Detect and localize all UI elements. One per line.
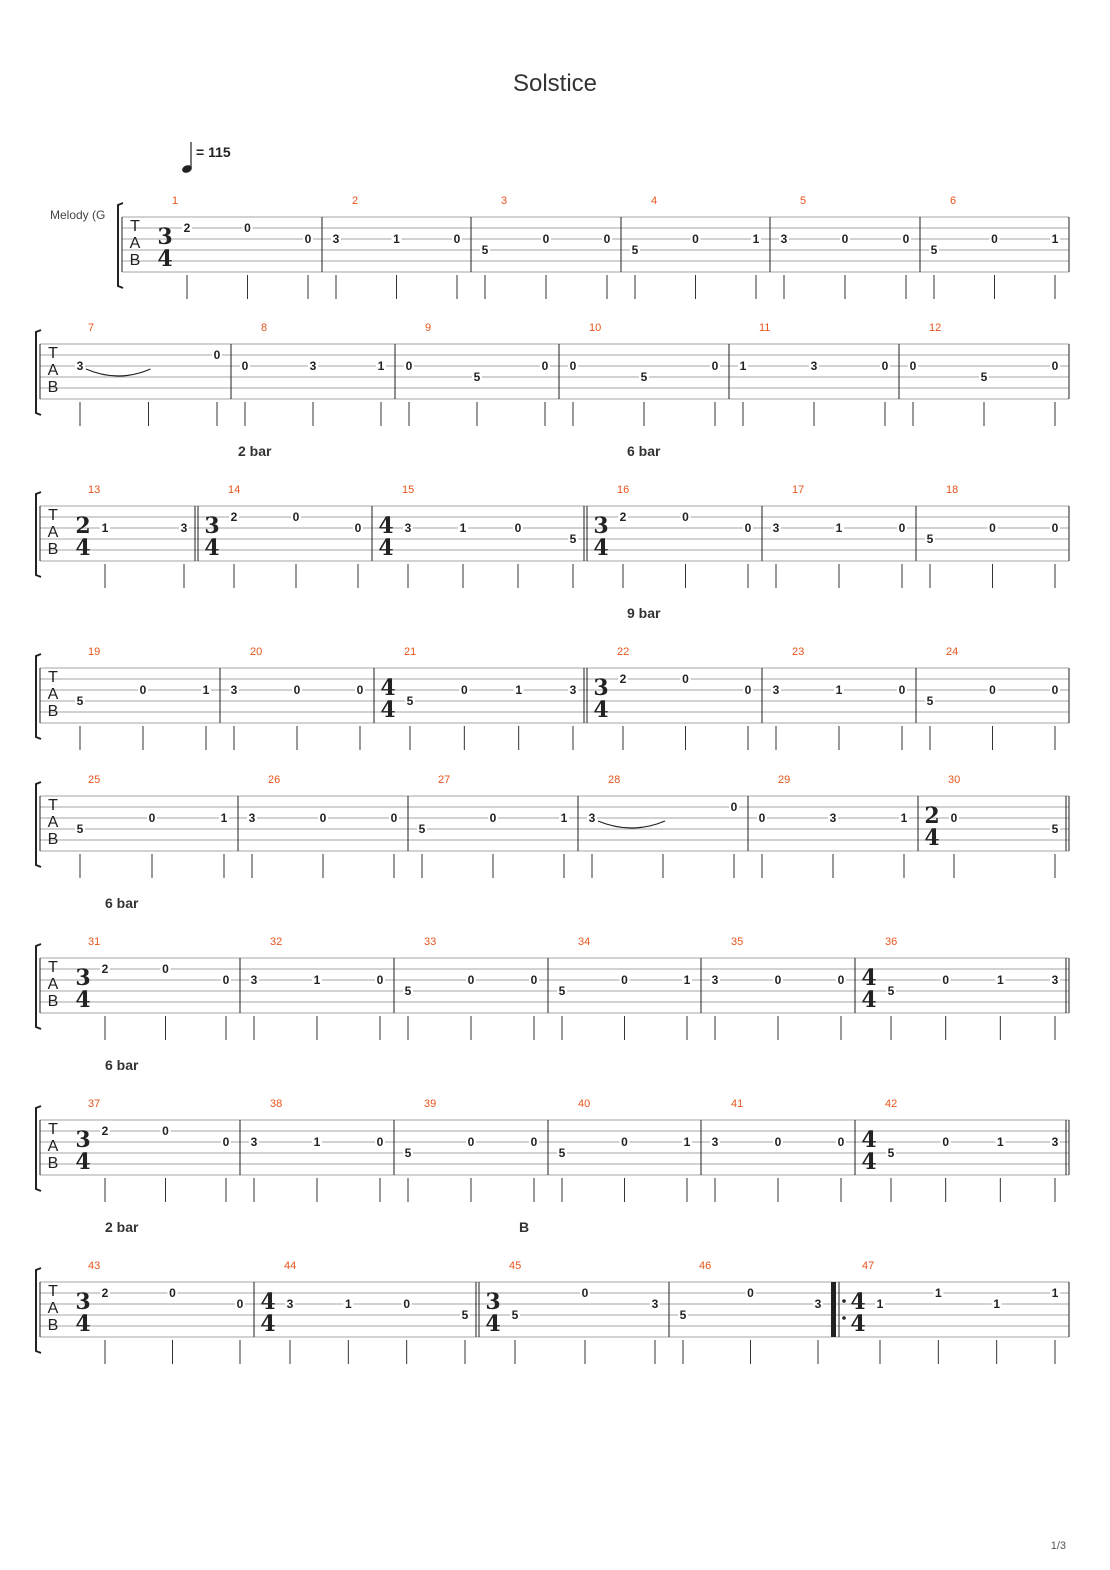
fret-number: 5 — [511, 1308, 519, 1322]
measure-number: 1 — [172, 195, 179, 207]
fret-number: 0 — [711, 359, 719, 373]
measure-number: 40 — [578, 1098, 591, 1110]
fret-number: 1 — [377, 359, 385, 373]
tab-clef-letter: B — [129, 252, 141, 269]
measure-number: 14 — [228, 484, 241, 496]
time-signature-top: 4 — [861, 1127, 877, 1153]
repeat-dot — [842, 1316, 846, 1320]
fret-number: 3 — [1051, 1135, 1059, 1149]
fret-number: 1 — [683, 973, 691, 987]
fret-number: 0 — [162, 1124, 169, 1138]
time-signature-top: 3 — [593, 513, 609, 539]
fret-number: 0 — [354, 521, 362, 535]
fret-number: 5 — [461, 1308, 469, 1322]
fret-number: 0 — [222, 1135, 230, 1149]
measure-number: 29 — [778, 774, 791, 786]
time-signature-bottom: 4 — [75, 987, 91, 1013]
time-signature-top: 3 — [75, 965, 91, 991]
fret-number: 0 — [292, 510, 300, 524]
tab-clef-letter: A — [47, 976, 59, 993]
fret-number: 3 — [404, 521, 412, 535]
measure-number: 9 — [425, 322, 432, 334]
measure-number: 22 — [617, 646, 630, 658]
fret-number: 0 — [744, 683, 752, 697]
fret-number: 1 — [313, 1135, 321, 1149]
fret-number: 3 — [250, 973, 258, 987]
fret-number: 5 — [679, 1308, 687, 1322]
tab-clef-letter: B — [47, 703, 59, 720]
fret-number: 1 — [101, 521, 109, 535]
fret-number: 5 — [926, 694, 934, 708]
fret-number: 5 — [887, 1146, 895, 1160]
measure-number: 36 — [885, 936, 898, 948]
measure-number: 34 — [578, 936, 591, 948]
measure-number: 20 — [250, 646, 263, 658]
fret-number: 0 — [453, 232, 461, 246]
fret-number: 2 — [619, 510, 627, 524]
tab-clef-letter: T — [130, 218, 140, 235]
fret-number: 0 — [621, 973, 628, 987]
fret-number: 3 — [569, 683, 577, 697]
tab-clef-letter: A — [129, 235, 141, 252]
time-signature-bottom: 4 — [157, 246, 173, 272]
measure-number: 17 — [792, 484, 805, 496]
fret-number: 0 — [682, 510, 689, 524]
fret-number: 0 — [319, 811, 327, 825]
measure-number: 23 — [792, 646, 805, 658]
fret-number: 1 — [560, 811, 568, 825]
measure-number: 15 — [402, 484, 415, 496]
tab-clef-letter: A — [47, 362, 59, 379]
fret-number: 2 — [101, 1286, 109, 1300]
fret-number: 0 — [898, 683, 906, 697]
measure-number: 5 — [800, 195, 807, 207]
fret-number: 5 — [418, 822, 426, 836]
measure-number: 16 — [617, 484, 630, 496]
fret-number: 0 — [530, 973, 538, 987]
fret-number: 5 — [406, 694, 414, 708]
fret-number: 0 — [991, 232, 998, 246]
fret-number: 5 — [926, 532, 934, 546]
fret-number: 0 — [236, 1297, 244, 1311]
time-signature-top: 4 — [260, 1289, 276, 1315]
fret-number: 0 — [902, 232, 910, 246]
time-signature-top: 4 — [850, 1289, 866, 1315]
time-signature-top: 4 — [861, 965, 877, 991]
fret-number: 5 — [569, 532, 577, 546]
time-signature-top: 3 — [75, 1289, 91, 1315]
measure-number: 26 — [268, 774, 281, 786]
fret-number: 3 — [588, 811, 596, 825]
fret-number: 1 — [220, 811, 228, 825]
fret-number: 2 — [230, 510, 238, 524]
fret-number: 1 — [344, 1297, 352, 1311]
fret-number: 1 — [683, 1135, 691, 1149]
fret-number: 5 — [631, 243, 639, 257]
time-signature-bottom: 4 — [75, 1311, 91, 1337]
fret-number: 5 — [481, 243, 489, 257]
section-marker: 6 bar — [105, 1057, 139, 1073]
fret-number: 0 — [747, 1286, 754, 1300]
fret-number: 0 — [989, 683, 996, 697]
fret-number: 3 — [309, 359, 317, 373]
fret-number: 0 — [881, 359, 889, 373]
fret-number: 1 — [739, 359, 747, 373]
time-signature-bottom: 4 — [593, 535, 609, 561]
time-signature-top: 3 — [593, 675, 609, 701]
time-signature-bottom: 4 — [378, 535, 394, 561]
tab-clef-letter: B — [47, 1317, 59, 1334]
tab-clef-letter: T — [48, 1121, 58, 1138]
fret-number: 3 — [230, 683, 238, 697]
fret-number: 0 — [758, 811, 766, 825]
measure-number: 46 — [699, 1260, 712, 1272]
fret-number: 0 — [467, 973, 475, 987]
fret-number: 0 — [989, 521, 996, 535]
fret-number: 1 — [993, 1297, 1001, 1311]
tab-clef-letter: A — [47, 814, 59, 831]
fret-number: 0 — [774, 973, 782, 987]
fret-number: 5 — [76, 694, 84, 708]
fret-number: 0 — [403, 1297, 411, 1311]
repeat-dot — [842, 1299, 846, 1303]
fret-number: 1 — [996, 1135, 1004, 1149]
fret-number: 5 — [887, 984, 895, 998]
fret-number: 3 — [711, 1135, 719, 1149]
tab-clef-letter: T — [48, 1283, 58, 1300]
measure-number: 4 — [651, 195, 658, 207]
measure-number: 41 — [731, 1098, 744, 1110]
fret-number: 0 — [774, 1135, 782, 1149]
time-signature-top: 2 — [924, 803, 940, 829]
fret-number: 1 — [313, 973, 321, 987]
measure-number: 18 — [946, 484, 959, 496]
fret-number: 5 — [404, 1146, 412, 1160]
tab-clef-letter: B — [47, 541, 59, 558]
time-signature-bottom: 4 — [861, 1149, 877, 1175]
measure-number: 31 — [88, 936, 101, 948]
fret-number: 5 — [404, 984, 412, 998]
fret-number: 1 — [835, 521, 843, 535]
tempo-marking: = 115 — [196, 144, 231, 160]
fret-number: 0 — [241, 359, 249, 373]
fret-number: 0 — [244, 221, 251, 235]
section-marker: 2 bar — [105, 1219, 139, 1235]
fret-number: 3 — [772, 683, 780, 697]
fret-number: 0 — [1051, 683, 1059, 697]
fret-number: 0 — [376, 973, 384, 987]
time-signature-top: 3 — [485, 1289, 501, 1315]
measure-number: 6 — [950, 195, 957, 207]
time-signature-top: 3 — [204, 513, 220, 539]
fret-number: 5 — [473, 370, 481, 384]
time-signature-bottom: 4 — [850, 1311, 866, 1337]
measure-number: 24 — [946, 646, 959, 658]
fret-number: 0 — [603, 232, 611, 246]
fret-number: 1 — [459, 521, 467, 535]
measure-number: 44 — [284, 1260, 297, 1272]
section-marker: 6 bar — [105, 895, 139, 911]
fret-number: 5 — [558, 1146, 566, 1160]
measure-number: 3 — [501, 195, 508, 207]
fret-number: 0 — [460, 683, 468, 697]
fret-number: 3 — [248, 811, 256, 825]
measure-number: 42 — [885, 1098, 898, 1110]
time-signature-bottom: 4 — [380, 697, 396, 723]
repeat-barline-thick — [831, 1282, 836, 1337]
tab-clef-letter: B — [47, 379, 59, 396]
tab-clef-letter: A — [47, 524, 59, 541]
fret-number: 3 — [810, 359, 818, 373]
time-signature-top: 3 — [75, 1127, 91, 1153]
measure-number: 32 — [270, 936, 283, 948]
fret-number: 2 — [101, 1124, 109, 1138]
fret-number: 3 — [780, 232, 788, 246]
fret-number: 0 — [467, 1135, 475, 1149]
fret-number: 0 — [169, 1286, 176, 1300]
tab-clef-letter: T — [48, 507, 58, 524]
fret-number: 3 — [180, 521, 188, 535]
fret-number: 1 — [1051, 1286, 1059, 1300]
fret-number: 0 — [682, 672, 689, 686]
fret-number: 0 — [1051, 521, 1059, 535]
tie-arc — [86, 369, 151, 376]
instrument-label: Melody (G — [50, 208, 106, 222]
fret-number: 5 — [930, 243, 938, 257]
fret-number: 2 — [183, 221, 191, 235]
fret-number: 0 — [139, 683, 147, 697]
measure-number: 12 — [929, 322, 942, 334]
tab-clef-letter: B — [47, 993, 59, 1010]
fret-number: 0 — [841, 232, 849, 246]
measure-number: 45 — [509, 1260, 522, 1272]
tab-clef-letter: T — [48, 345, 58, 362]
measure-number: 2 — [352, 195, 359, 207]
fret-number: 3 — [1051, 973, 1059, 987]
fret-number: 1 — [900, 811, 908, 825]
time-signature-bottom: 4 — [485, 1311, 501, 1337]
fret-number: 0 — [730, 800, 738, 814]
time-signature-bottom: 4 — [75, 1149, 91, 1175]
fret-number: 0 — [222, 973, 230, 987]
fret-number: 0 — [304, 232, 312, 246]
fret-number: 5 — [980, 370, 988, 384]
fret-number: 0 — [293, 683, 301, 697]
fret-number: 0 — [581, 1286, 589, 1300]
measure-number: 21 — [404, 646, 417, 658]
fret-number: 0 — [950, 811, 958, 825]
time-signature-bottom: 4 — [204, 535, 220, 561]
time-signature-bottom: 4 — [75, 535, 91, 561]
fret-number: 0 — [909, 359, 917, 373]
fret-number: 3 — [76, 359, 84, 373]
measure-number: 43 — [88, 1260, 101, 1272]
fret-number: 0 — [405, 359, 413, 373]
fret-number: 1 — [752, 232, 760, 246]
section-marker: B — [519, 1219, 530, 1235]
fret-number: 3 — [829, 811, 837, 825]
fret-number: 0 — [162, 962, 169, 976]
measure-number: 7 — [88, 322, 95, 334]
section-marker: 9 bar — [627, 605, 661, 621]
measure-number: 8 — [261, 322, 268, 334]
time-signature-top: 2 — [75, 513, 91, 539]
measure-number: 19 — [88, 646, 101, 658]
measure-number: 13 — [88, 484, 101, 496]
fret-number: 5 — [640, 370, 648, 384]
tab-clef-letter: A — [47, 686, 59, 703]
fret-number: 0 — [376, 1135, 384, 1149]
fret-number: 2 — [101, 962, 109, 976]
tab-clef-letter: T — [48, 797, 58, 814]
section-marker: 2 bar — [238, 443, 272, 459]
tab-clef-letter: A — [47, 1138, 59, 1155]
fret-number: 0 — [898, 521, 906, 535]
time-signature-top: 4 — [380, 675, 396, 701]
fret-number: 0 — [837, 1135, 845, 1149]
fret-number: 3 — [772, 521, 780, 535]
fret-number: 0 — [542, 232, 550, 246]
fret-number: 5 — [76, 822, 84, 836]
fret-number: 0 — [541, 359, 549, 373]
measure-number: 10 — [589, 322, 602, 334]
tie-arc — [598, 821, 665, 828]
fret-number: 5 — [558, 984, 566, 998]
fret-number: 3 — [814, 1297, 822, 1311]
tab-clef-letter: T — [48, 959, 58, 976]
fret-number: 0 — [942, 1135, 950, 1149]
fret-number: 1 — [1051, 232, 1059, 246]
fret-number: 0 — [1051, 359, 1059, 373]
fret-number: 0 — [621, 1135, 628, 1149]
fret-number: 3 — [651, 1297, 659, 1311]
measure-number: 28 — [608, 774, 621, 786]
fret-number: 1 — [393, 232, 400, 246]
fret-number: 3 — [286, 1297, 294, 1311]
fret-number: 1 — [996, 973, 1004, 987]
fret-number: 0 — [356, 683, 364, 697]
fret-number: 0 — [569, 359, 577, 373]
time-signature-bottom: 4 — [593, 697, 609, 723]
fret-number: 0 — [213, 348, 221, 362]
fret-number: 2 — [619, 672, 627, 686]
fret-number: 0 — [692, 232, 699, 246]
measure-number: 47 — [862, 1260, 875, 1272]
tab-clef-letter: T — [48, 669, 58, 686]
measure-number: 27 — [438, 774, 451, 786]
fret-number: 1 — [515, 683, 523, 697]
fret-number: 1 — [934, 1286, 942, 1300]
measure-number: 33 — [424, 936, 437, 948]
time-signature-top: 3 — [157, 224, 173, 250]
time-signature-bottom: 4 — [924, 825, 940, 851]
tab-clef-letter: B — [47, 831, 59, 848]
fret-number: 3 — [711, 973, 719, 987]
fret-number: 1 — [876, 1297, 884, 1311]
time-signature-bottom: 4 — [861, 987, 877, 1013]
measure-number: 39 — [424, 1098, 437, 1110]
fret-number: 0 — [489, 811, 497, 825]
time-signature-bottom: 4 — [260, 1311, 276, 1337]
score-title: Solstice — [512, 70, 598, 97]
fret-number: 0 — [530, 1135, 538, 1149]
measure-number: 37 — [88, 1098, 101, 1110]
fret-number: 5 — [1051, 822, 1059, 836]
section-marker: 6 bar — [627, 443, 661, 459]
fret-number: 3 — [250, 1135, 258, 1149]
fret-number: 1 — [835, 683, 843, 697]
fret-number: 0 — [744, 521, 752, 535]
fret-number: 3 — [332, 232, 340, 246]
fret-number: 0 — [514, 521, 522, 535]
fret-number: 0 — [390, 811, 398, 825]
fret-number: 1 — [202, 683, 210, 697]
fret-number: 0 — [837, 973, 845, 987]
tab-clef-letter: B — [47, 1155, 59, 1172]
measure-number: 11 — [759, 322, 771, 334]
page-indicator: 1/3 — [1050, 1540, 1066, 1552]
fret-number: 0 — [148, 811, 156, 825]
measure-number: 38 — [270, 1098, 283, 1110]
time-signature-top: 4 — [378, 513, 394, 539]
measure-number: 25 — [88, 774, 101, 786]
measure-number: 35 — [731, 936, 744, 948]
tab-clef-letter: A — [47, 1300, 59, 1317]
measure-number: 30 — [948, 774, 961, 786]
fret-number: 0 — [942, 973, 950, 987]
